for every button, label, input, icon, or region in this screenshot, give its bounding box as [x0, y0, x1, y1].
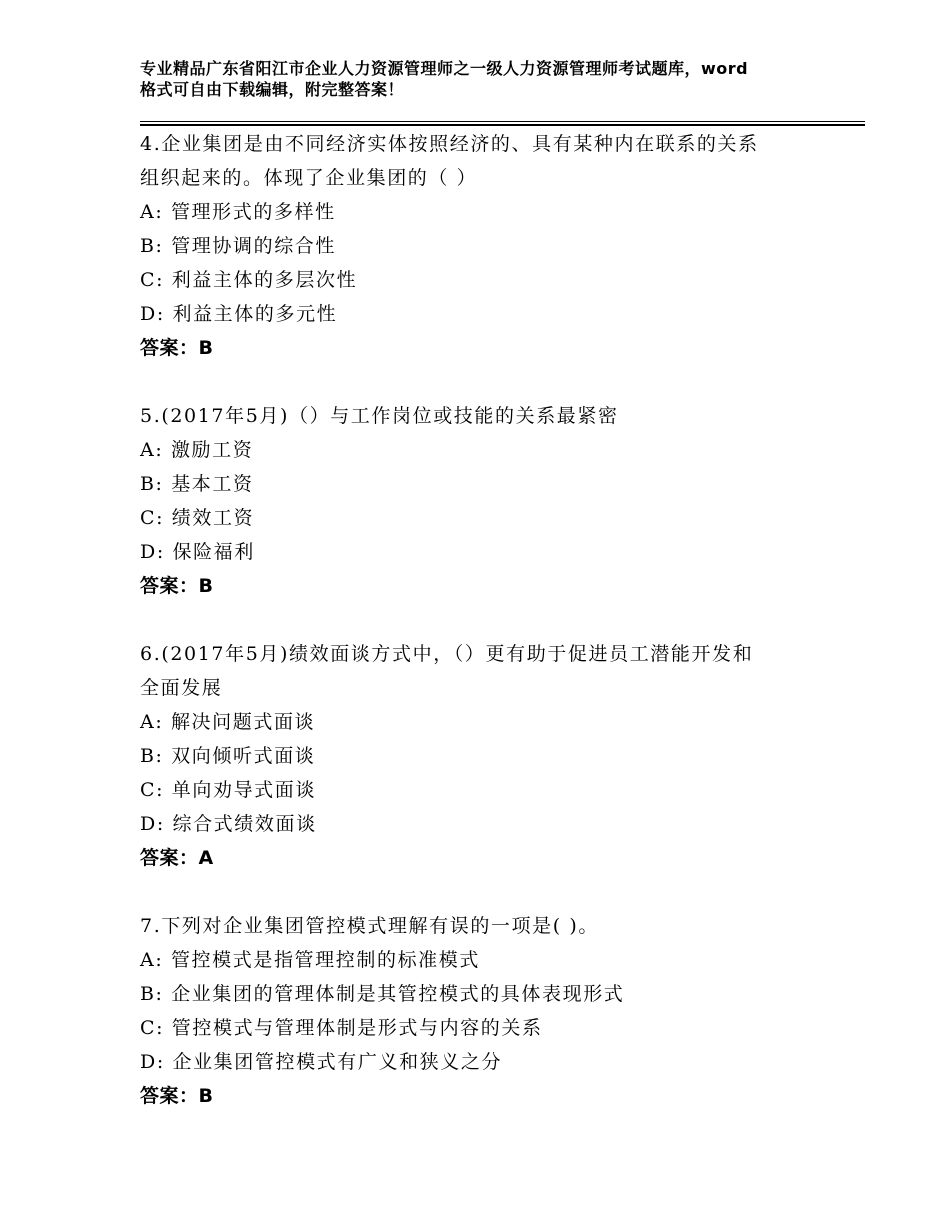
option-b: B: 管理协调的综合性: [140, 235, 337, 257]
answer: 答案：A: [140, 847, 214, 869]
answer: 答案：B: [140, 1085, 214, 1107]
option-a: A: 管控模式是指管理控制的标准模式: [140, 949, 480, 971]
header-rule-thin: [140, 121, 865, 122]
option-d: D: 综合式绩效面谈: [140, 813, 317, 835]
question-7: [140, 909, 840, 1113]
question-stem: 5.(2017年5月)（）与工作岗位或技能的关系最紧密: [140, 405, 619, 427]
option-a: A: 解决问题式面谈: [140, 711, 316, 733]
option-b: B: 双向倾听式面谈: [140, 745, 316, 767]
option-c: C: 单向劝导式面谈: [140, 779, 316, 801]
option-d: D: 利益主体的多元性: [140, 303, 338, 325]
header-line-1: 专业精品广东省阳江市企业人力资源管理师之一级人力资源管理师考试题库，word: [140, 59, 749, 78]
question-5: [140, 399, 840, 603]
option-a: A: 激励工资: [140, 439, 254, 461]
option-b: B: 基本工资: [140, 473, 254, 495]
answer: 答案：B: [140, 337, 214, 359]
question-list: [140, 127, 840, 1113]
question-stem: 全面发展: [140, 677, 223, 699]
option-c: C: 绩效工资: [140, 507, 255, 529]
option-c: C: 利益主体的多层次性: [140, 269, 358, 291]
answer: 答案：B: [140, 575, 214, 597]
page-header: [140, 58, 840, 100]
header-line-2: 格式可自由下载编辑，附完整答案！: [140, 80, 405, 99]
question-stem: 组织起来的。体现了企业集团的（ ）: [140, 167, 478, 189]
option-d: D: 保险福利: [140, 541, 255, 563]
option-d: D: 企业集团管控模式有广义和狭义之分: [140, 1051, 503, 1073]
question-stem: 4.企业集团是由不同经济实体按照经济的、具有某种内在联系的关系: [140, 133, 759, 155]
question-4: [140, 127, 840, 365]
header-rule-thick: [140, 124, 865, 126]
option-b: B: 企业集团的管理体制是其管控模式的具体表现形式: [140, 983, 625, 1005]
option-c: C: 管控模式与管理体制是形式与内容的关系: [140, 1017, 543, 1039]
question-6: [140, 637, 840, 875]
question-stem: 6.(2017年5月)绩效面谈方式中，（）更有助于促进员工潜能开发和: [140, 643, 754, 665]
question-stem: 7.下列对企业集团管控模式理解有误的一项是( )。: [140, 915, 599, 937]
option-a: A: 管理形式的多样性: [140, 201, 336, 223]
